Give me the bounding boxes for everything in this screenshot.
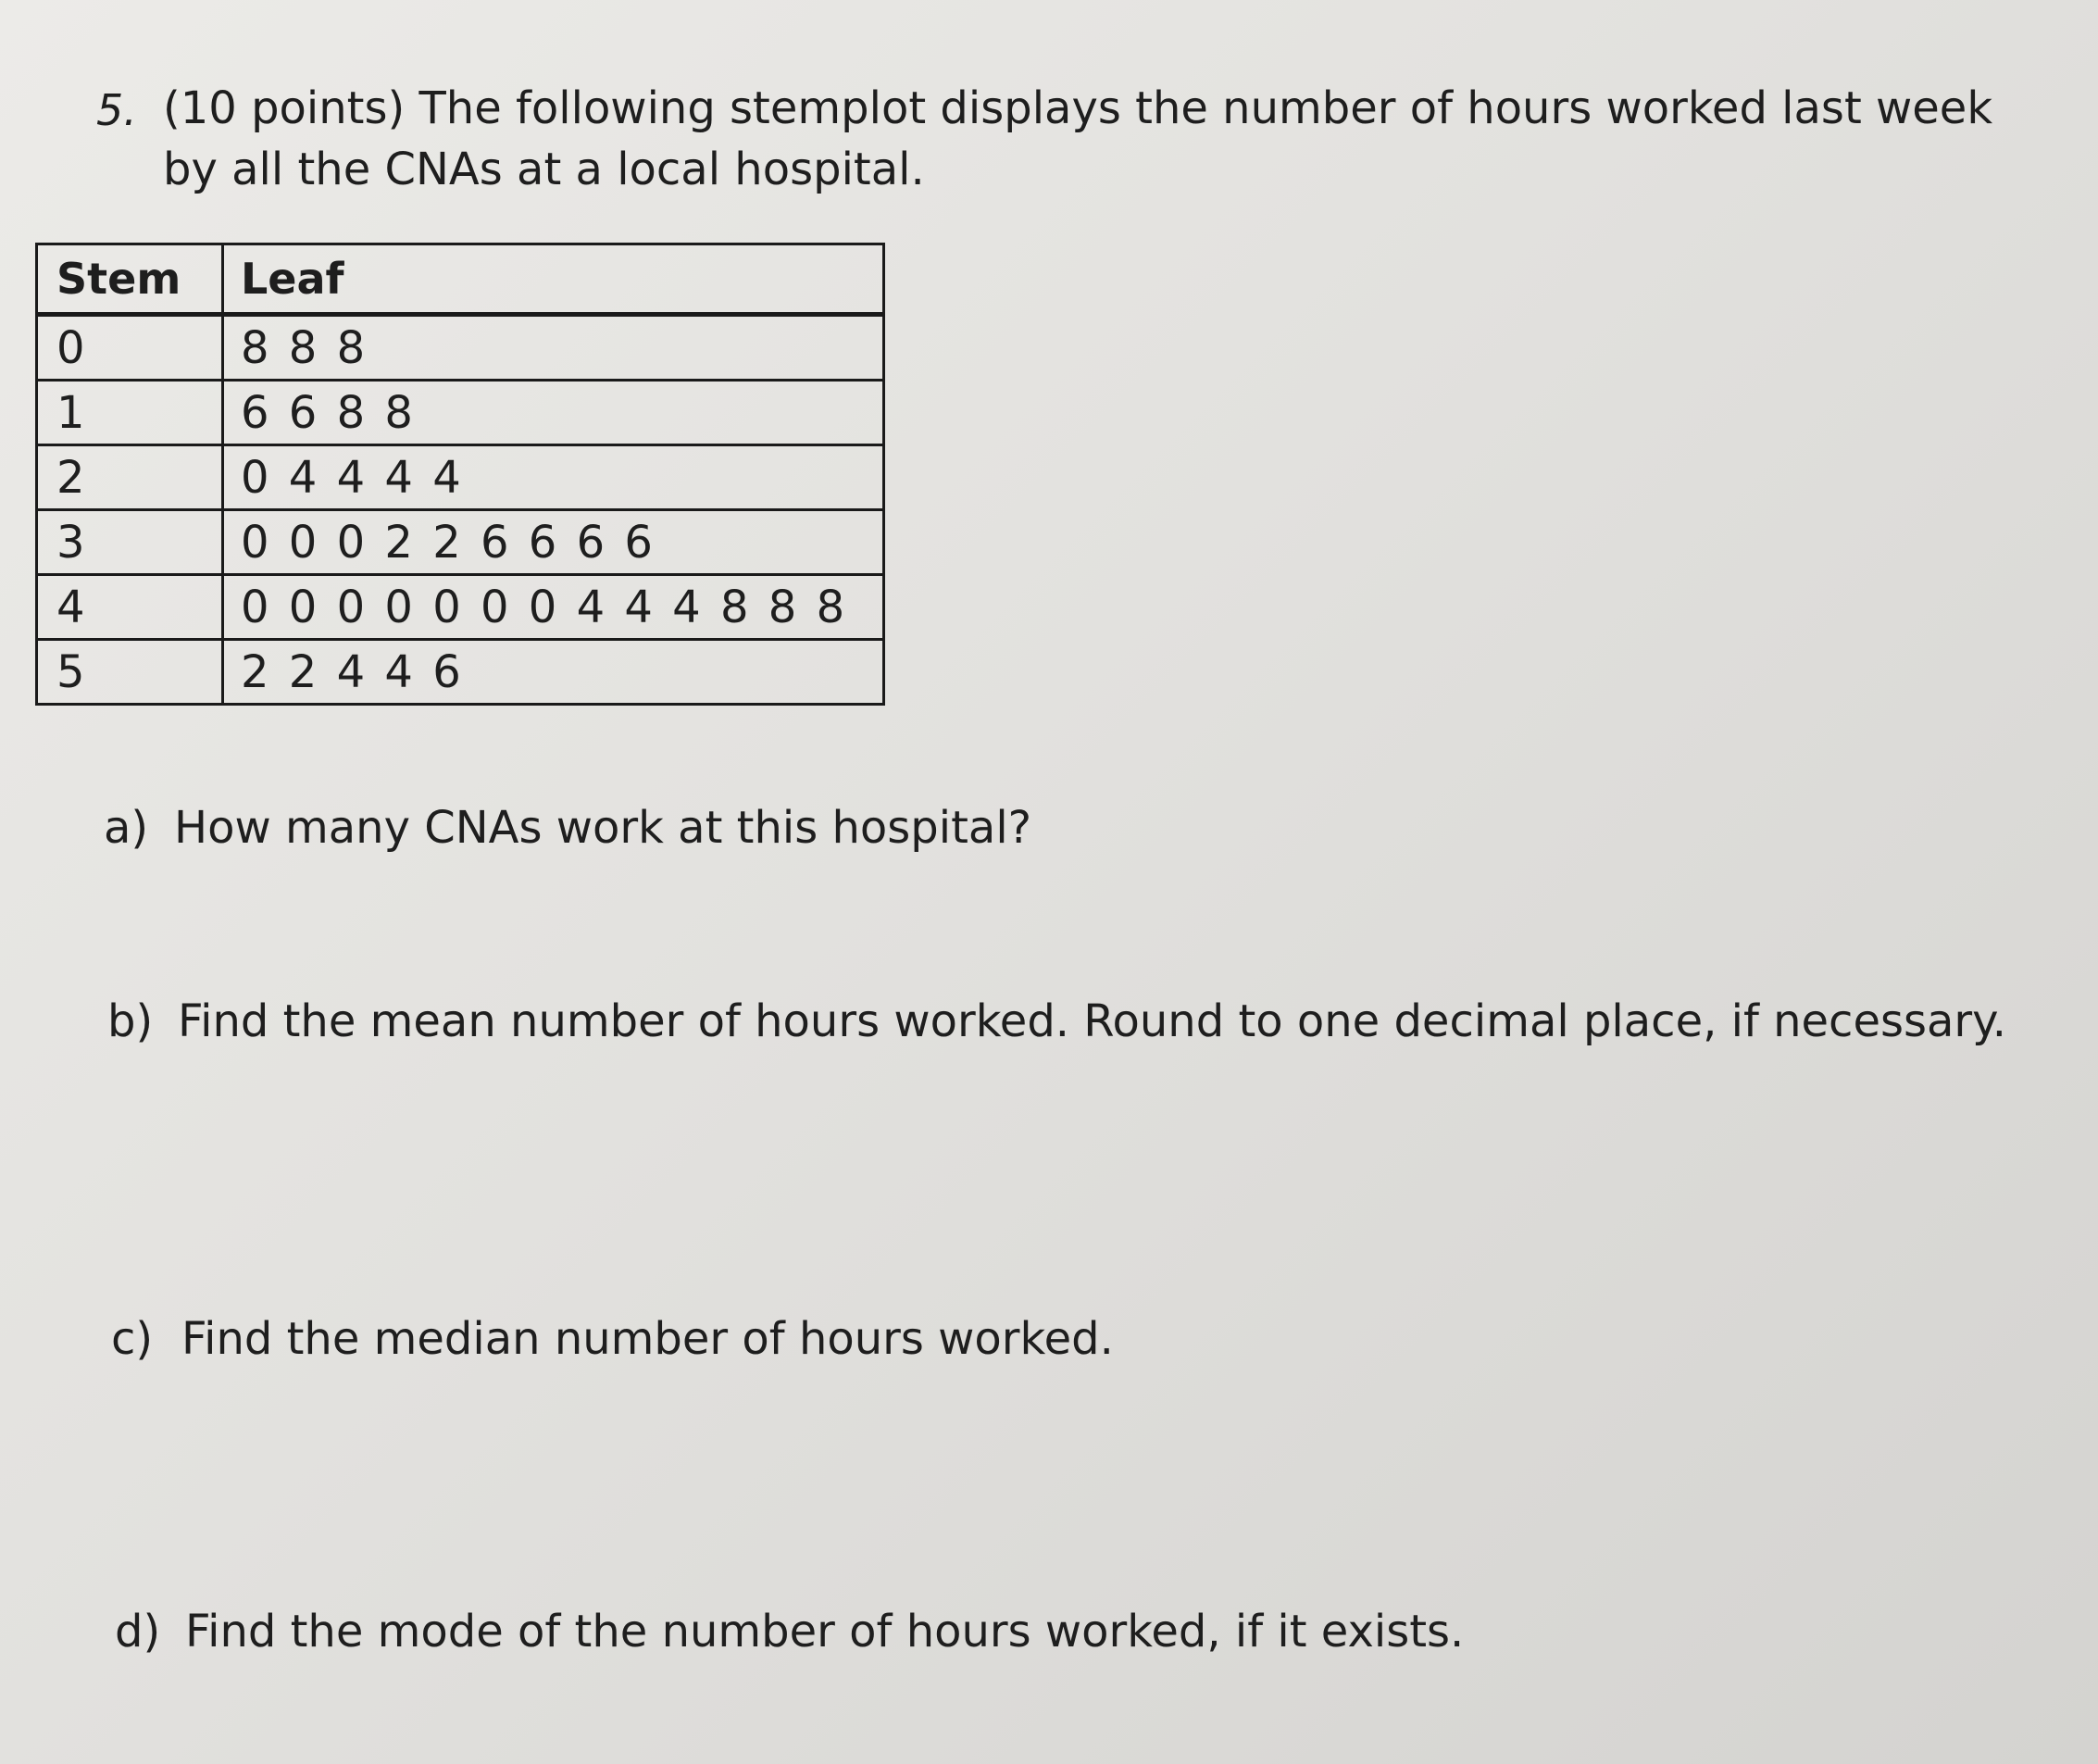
leaf-header: Leaf [223, 244, 884, 315]
question-text: How many CNAs work at this hospital? [174, 802, 1032, 854]
question-d [115, 1606, 1464, 1658]
question-text: Find the median number of hours worked. [181, 1313, 1114, 1365]
stem-cell: 3 [37, 510, 223, 575]
question-text: Find the mode of the number of hours worked, if it exists. [185, 1606, 1465, 1658]
stemplot-header-row [37, 244, 884, 315]
stem-header: Stem [37, 244, 223, 315]
stemplot-table [35, 243, 885, 706]
problem-number: 5. [96, 85, 137, 135]
question-label: a) [104, 802, 149, 854]
leaf-cell: 2 2 4 4 6 [223, 640, 884, 705]
stem-cell: 0 [37, 315, 223, 381]
question-text: Find the mean number of hours worked. Round to one decimal place, if necessary. [178, 995, 2006, 1047]
stemplot-row [37, 575, 884, 640]
question-label: b) [107, 995, 154, 1047]
question-label: d) [115, 1606, 161, 1658]
leaf-cell: 8 8 8 [223, 315, 884, 381]
stem-cell: 4 [37, 575, 223, 640]
problem-statement: (10 points) The following stemplot displays the number of hours worked last week by all the CNAs at a local hospital. [163, 82, 1993, 195]
question-c [111, 1313, 1114, 1365]
stemplot-row [37, 315, 884, 381]
question-b [107, 995, 2006, 1047]
stemplot-row [37, 445, 884, 510]
stemplot-row [37, 510, 884, 575]
leaf-cell: 0 4 4 4 4 [223, 445, 884, 510]
stem-cell: 2 [37, 445, 223, 510]
stem-cell: 1 [37, 381, 223, 445]
leaf-cell: 0 0 0 0 0 0 0 4 4 4 8 8 8 [223, 575, 884, 640]
stem-cell: 5 [37, 640, 223, 705]
leaf-cell: 6 6 8 8 [223, 381, 884, 445]
stemplot-row [37, 640, 884, 705]
question-label: c) [111, 1313, 154, 1365]
stemplot-row [37, 381, 884, 445]
question-a [104, 802, 1031, 854]
leaf-cell: 0 0 0 2 2 6 6 6 6 [223, 510, 884, 575]
